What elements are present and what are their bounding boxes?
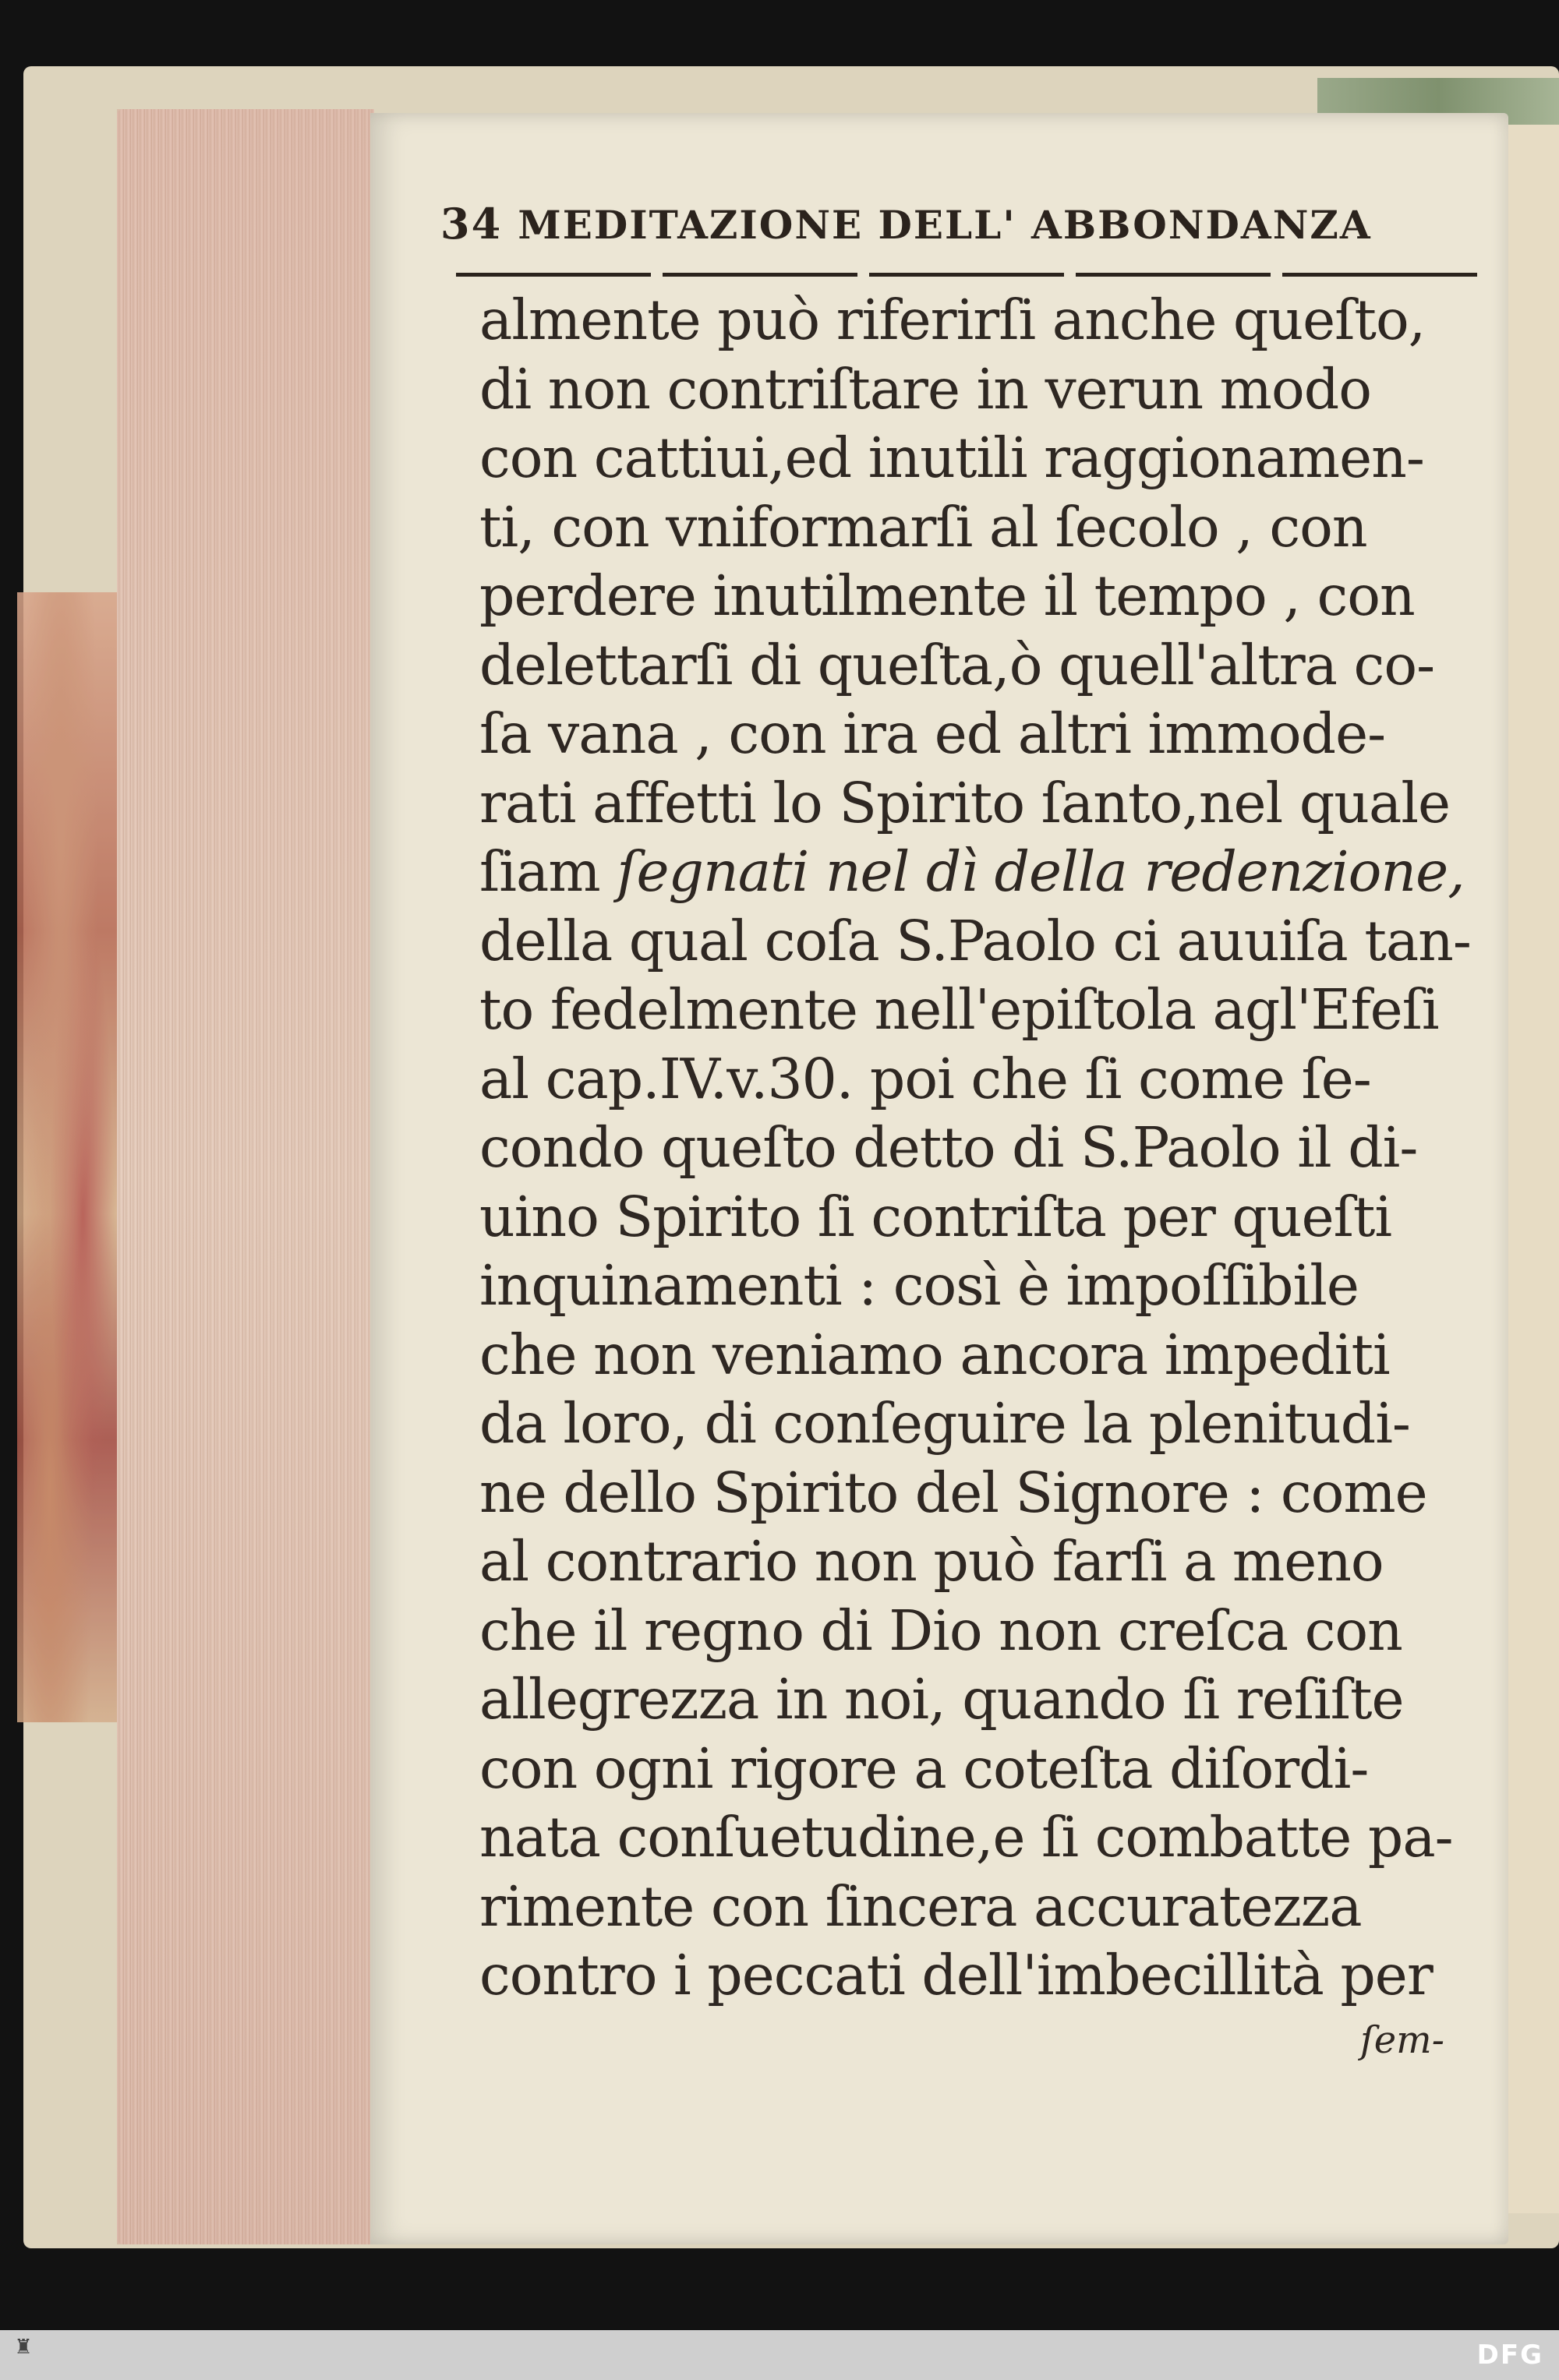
text-line: almente può riferirſi anche queſto,	[479, 288, 1426, 352]
catchword: ſem-	[1360, 2018, 1444, 2062]
footer-bar	[0, 2330, 1559, 2380]
text-line-roman: ſiam	[479, 839, 617, 904]
text-line: da loro, di conſeguire la plenitudi-	[479, 1391, 1410, 1456]
text-line: uino Spirito ſi contriſta per queſti	[479, 1184, 1392, 1249]
text-line: contro i peccati dell'imbecillità per	[479, 1943, 1433, 2007]
marbled-endpaper	[17, 592, 126, 1722]
page-number: 34	[440, 199, 503, 249]
text-line: inquinamenti : così è impoſſibile	[479, 1253, 1359, 1318]
running-header	[440, 199, 1485, 261]
running-head-title: MEDITAZIONE DELL' ABBONDANZA	[518, 202, 1372, 248]
text-line: con ogni rigore a coteſta diſordi-	[479, 1736, 1369, 1801]
text-line: allegrezza in noi, quando ſi reſiſte	[479, 1667, 1404, 1732]
page-edges	[117, 109, 374, 2244]
text-line: di non contriſtare in verun modo	[479, 356, 1371, 422]
text-line: ſa vana , con ira ed altri immode-	[479, 701, 1386, 766]
text-line: al cap.IV.v.30. poi che ſi come ſe-	[479, 1046, 1371, 1111]
text-line: che non veniamo ancora impediti	[479, 1322, 1390, 1387]
text-line: to fedelmente nell'epiſtola agl'Efeſi	[479, 977, 1439, 1042]
text-line: ne dello Spirito del Signore : come	[479, 1460, 1427, 1525]
text-line: ti, con vniformarſi al ſecolo , con	[479, 494, 1367, 560]
text-line: rati affetti lo Spirito ſanto,nel quale	[479, 770, 1451, 835]
library-logo	[6, 2336, 41, 2374]
text-line: della qual coſa S.Paolo ci auuiſa tan-	[479, 908, 1471, 973]
text-line: delettarſi di queſta,ò quell'altra co-	[479, 632, 1435, 697]
facing-page-edge	[1504, 125, 1559, 2213]
text-line	[479, 838, 1493, 907]
text-line: nata conſuetudine,e ſi combatte pa-	[479, 1805, 1453, 1870]
body-text	[479, 286, 1493, 2011]
book-page	[370, 113, 1508, 2244]
text-line: con cattiui,ed inutili raggionamen-	[479, 426, 1424, 490]
text-line: rimente con ſincera accuratezza	[479, 1873, 1362, 1939]
text-line-italic: ſegnati nel dì della redenzione,	[617, 839, 1465, 904]
header-rule	[456, 273, 1481, 277]
text-line: perdere inutilmente il tempo , con	[479, 563, 1415, 628]
text-line: che il regno di Dio non creſca con	[479, 1598, 1402, 1663]
text-line: condo queſto detto di S.Paolo il di-	[479, 1115, 1418, 1180]
dfg-logo: DFG	[1476, 2339, 1543, 2371]
text-line: al contrario non può farſi a meno	[479, 1529, 1384, 1594]
crest-icon: ♜	[14, 2336, 33, 2359]
